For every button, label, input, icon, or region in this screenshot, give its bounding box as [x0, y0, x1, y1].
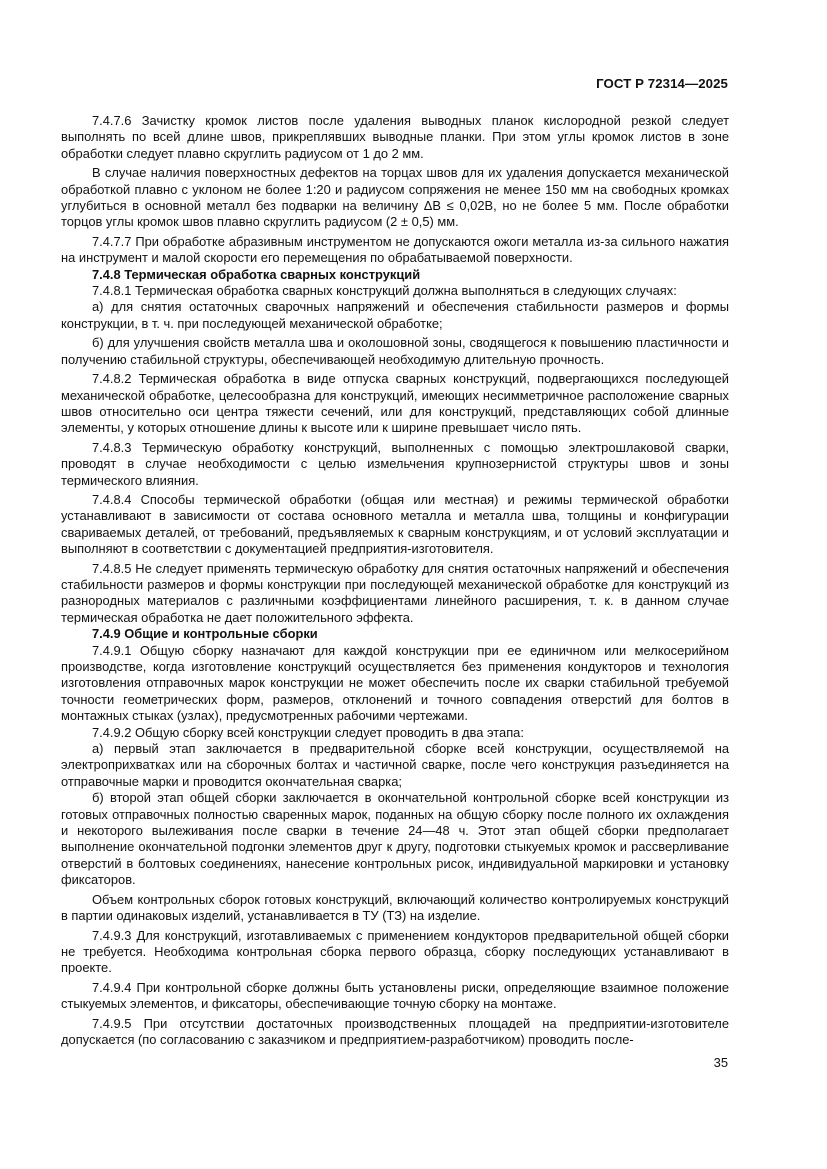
- page-number: 35: [713, 1055, 728, 1070]
- paragraph: 7.4.9.2 Общую сборку всей конструкции следует проводить в два этапа:: [92, 724, 524, 740]
- paragraph: 7.4.9.3 Для конструкций, изготавливаемых с применением кондукторов предварительной общей сборки не требуется. Необходима контрольная сборка первого образца, сборку последующих устанавливают в проекте.: [61, 927, 729, 976]
- paragraph: В случае наличия поверхностных дефектов на торцах швов для их удаления допускается механической обработкой плавно с уклоном не более 1:20 и радиусом сопряжения не менее 150 мм на свободных кромках углубиться в основной металл без подварки на величину ΔB ≤ 0,02B, но не более 5 мм. После обработки торцов углы кромок швов плавно скруглить радиусом (2 ± 0,5) мм.: [61, 165, 729, 230]
- list-item: а) первый этап заключается в предварительной сборке всей конструкции, осуществляемой на электроприхватках или на сборочных болтах и частичной сварке, после чего конструкция разъединяется на отправочные марки и проводится окончательная сварка;: [61, 741, 729, 789]
- paragraph: 7.4.8.4 Способы термической обработки (общая или местная) и режимы термической обработки устанавливают в зависимости от состава основного металла и металла шва, толщины и конфигурации свариваемых деталей, от требований, предъявляемых к сварным конструкциям, и от условий эксплуатации и выполняют в соответствии с документацией предприятия-изготовителя.: [61, 491, 729, 557]
- document-header: ГОСТ Р 72314—2025: [596, 76, 728, 91]
- document-body: [61, 113, 729, 1048]
- paragraph: 7.4.9.1 Общую сборку назначают для каждой конструкции при ее единичном или мелкосерийном производстве, когда изготовление конструкций осуществляется без применения кондукторов и технология изготовления отправочных марок конструкции не может обеспечить после их сварки стабильной требуемой точности геометрических форм, размеров, отклонений и точного совпадения отверстий для болтов в монтажных стыках (узлах), предусмотренных рабочими чертежами.: [61, 642, 729, 724]
- paragraph: 7.4.8.3 Термическую обработку конструкций, выполненных с помощью электрошлаковой сварки, проводят в случае необходимости с целью измельчения крупнозернистой структуры швов и зоны термического влияния.: [61, 439, 729, 488]
- list-item: б) второй этап общей сборки заключается в окончательной контрольной сборке всей конструкции из готовых отправочных полностью сваренных марок, поданных на общую сборку после полного их охлаждения и некоторого вылеживания после сварки в течение 24—48 ч. Этот этап общей сборки предполагает выполнение окончательной подгонки элементов друг к другу, подготовки стыкуемых кромок и рассверливание отверстий в болтовых соединениях, нанесение контрольных рисок, индивидуальной маркировки и установку фиксаторов.: [61, 790, 729, 888]
- paragraph: 7.4.9.4 При контрольной сборке должны быть установлены риски, определяющие взаимное положение стыкуемых элементов, и фиксаторы, обеспечивающие точную сборку на монтаже.: [61, 979, 729, 1012]
- list-item: а) для снятия остаточных сварочных напряжений и обеспечения стабильности размеров и формы конструкции, в т. ч. при последующей механической обработке;: [61, 299, 729, 331]
- paragraph: Объем контрольных сборок готовых конструкций, включающий количество контролируемых конструкций в партии одинаковых изделий, устанавливается в ТУ (ТЗ) на изделие.: [61, 891, 729, 924]
- paragraph: 7.4.8.2 Термическая обработка в виде отпуска сварных конструкций, подвергающихся последующей механической обработке, целесообразна для конструкций, имеющих несимметричное расположение сварных швов относительно оси центра тяжести сечений, или для конструкций, представляющих собой длинные элементы, у которых отношение длины к высоте или к ширине превышает число пять.: [61, 371, 729, 436]
- section-heading: 7.4.8 Термическая обработка сварных конструкций: [92, 266, 421, 282]
- list-item: б) для улучшения свойств металла шва и околошовной зоны, сводящегося к повышению пластичности и получению стабильной структуры, обеспечивающей необходимую длительную прочность.: [61, 335, 729, 367]
- paragraph: 7.4.7.6 Зачистку кромок листов после удаления выводных планок кислородной резкой следует выполнять по всей длине швов, прикреплявших выводные планки. При этом углы кромок листов в зоне обработки следует плавно скруглить радиусом от 1 до 2 мм.: [61, 113, 729, 161]
- section-heading: 7.4.9 Общие и контрольные сборки: [92, 626, 318, 642]
- paragraph: 7.4.8.5 Не следует применять термическую обработку для снятия остаточных напряжений и обеспечения стабильности размеров и формы конструкции при последующей механической обработке для конструкций из разнородных материалов с различными коэффициентами линейного расширения, т. к. в данном случае термическая обработка не дает положительного эффекта.: [61, 560, 729, 625]
- paragraph: 7.4.8.1 Термическая обработка сварных конструкций должна выполняться в следующих случаях:: [92, 283, 677, 299]
- paragraph: 7.4.7.7 При обработке абразивным инструментом не допускаются ожоги металла из-за сильного нажатия на инструмент и малой скорости его перемещения по обрабатываемой поверхности.: [61, 233, 729, 266]
- paragraph: 7.4.9.5 При отсутствии достаточных производственных площадей на предприятии-изготовителе допускается (по согласованию с заказчиком и предприятием-разработчиком) проводить после-: [61, 1015, 729, 1047]
